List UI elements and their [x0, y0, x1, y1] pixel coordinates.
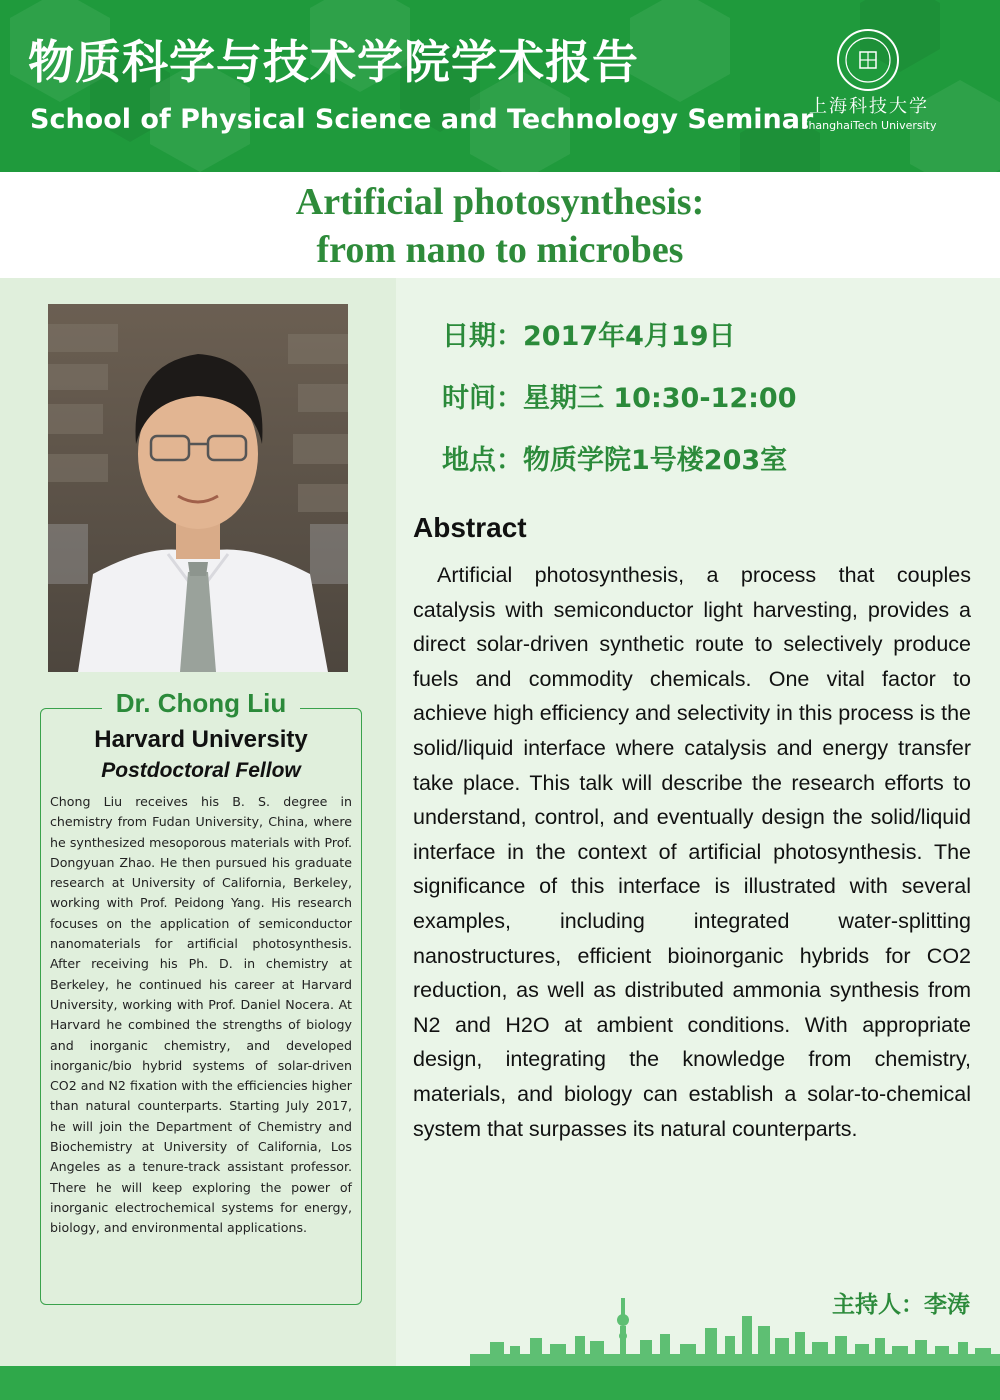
seminar-date: 日期：2017年4月19日	[442, 321, 736, 352]
seminar-host: 主持人：李涛	[832, 1292, 970, 1318]
speaker-name-text: Dr. Chong Liu	[102, 688, 300, 718]
speaker-photo	[48, 304, 348, 672]
university-name-chinese: 上海科技大学	[809, 96, 929, 117]
speaker-name	[40, 688, 362, 719]
abstract-heading: Abstract	[413, 512, 527, 543]
talk-title-line2: from nano to microbes	[316, 229, 684, 271]
seminar-title-chinese: 物质科学与技术学院学术报告	[28, 35, 639, 89]
speaker-institution: Harvard University	[94, 726, 308, 753]
abstract-text: Artificial photosynthesis, a process that couples catalysis with semiconductor light harvesting, provides a direct solar-driven synthetic route to selectively produce fuels and commodity chemicals. One vital factor to achieve high efficiency and selectivity in this process is the solid/liquid interface where catalysis and energy transfer take place. This talk will describe the research efforts to understand, control, and eventually design the solid/liquid interface in the context of artificial photosynthesis. The significance of this interface is illustrated with several examples, including integrated water-splitting nanostructures, efficient bioinorganic hybrids for CO2 reduction, as well as distributed ammonia synthesis from N2 and H2O at ambient conditions. With appropriate design, integrating the knowledge from chemistry, materials, and biology can establish a solar-to-chemical system that surpasses its natural counterparts.	[413, 563, 971, 1141]
speaker-bio: Chong Liu receives his B. S. degree in chemistry from Fudan University, China, where he synthesized mesoporous materials with Prof. Dongyuan Zhao. He then pursued his graduate research at University of California, Berkeley, working with Prof. Peidong Yang. His research focuses on the application of semiconductor nanomaterials for artificial photosynthesis. After receiving his Ph. D. in chemistry at Berkeley, he continued his career at Harvard University, working with Prof. Daniel Nocera. At Harvard he combined the strengths of biology and inorganic chemistry, and developed inorganic/bio hybrid systems of solar-driven CO2 and N2 fixation with the efficiencies higher than natural counterparts. Starting July 2017, he will join the Department of Chemistry and Biochemistry at University of California, Los Angeles as a tenure-track assistant professor. There he will keep exploring the power of inorganic electrochemical systems for energy, biology, and environmental applications.	[50, 794, 352, 1236]
talk-title-band	[0, 172, 1000, 278]
seminar-title-english: School of Physical Science and Technology Seminar	[30, 104, 814, 135]
footer-bar	[0, 1366, 1000, 1400]
shanghaitech-seal-icon	[836, 28, 900, 92]
shanghai-skyline-icon	[470, 1296, 1000, 1370]
speaker-position: Postdoctoral Fellow	[101, 759, 301, 782]
seminar-time: 时间：星期三 10:30-12:00	[442, 383, 797, 414]
talk-title	[0, 178, 1000, 274]
seminar-location: 地点：物质学院1号楼203室	[442, 445, 788, 476]
talk-title-line1: Artificial photosynthesis:	[295, 181, 705, 223]
header-banner	[0, 0, 1000, 172]
university-name-english: ShanghaiTech University	[801, 119, 937, 132]
